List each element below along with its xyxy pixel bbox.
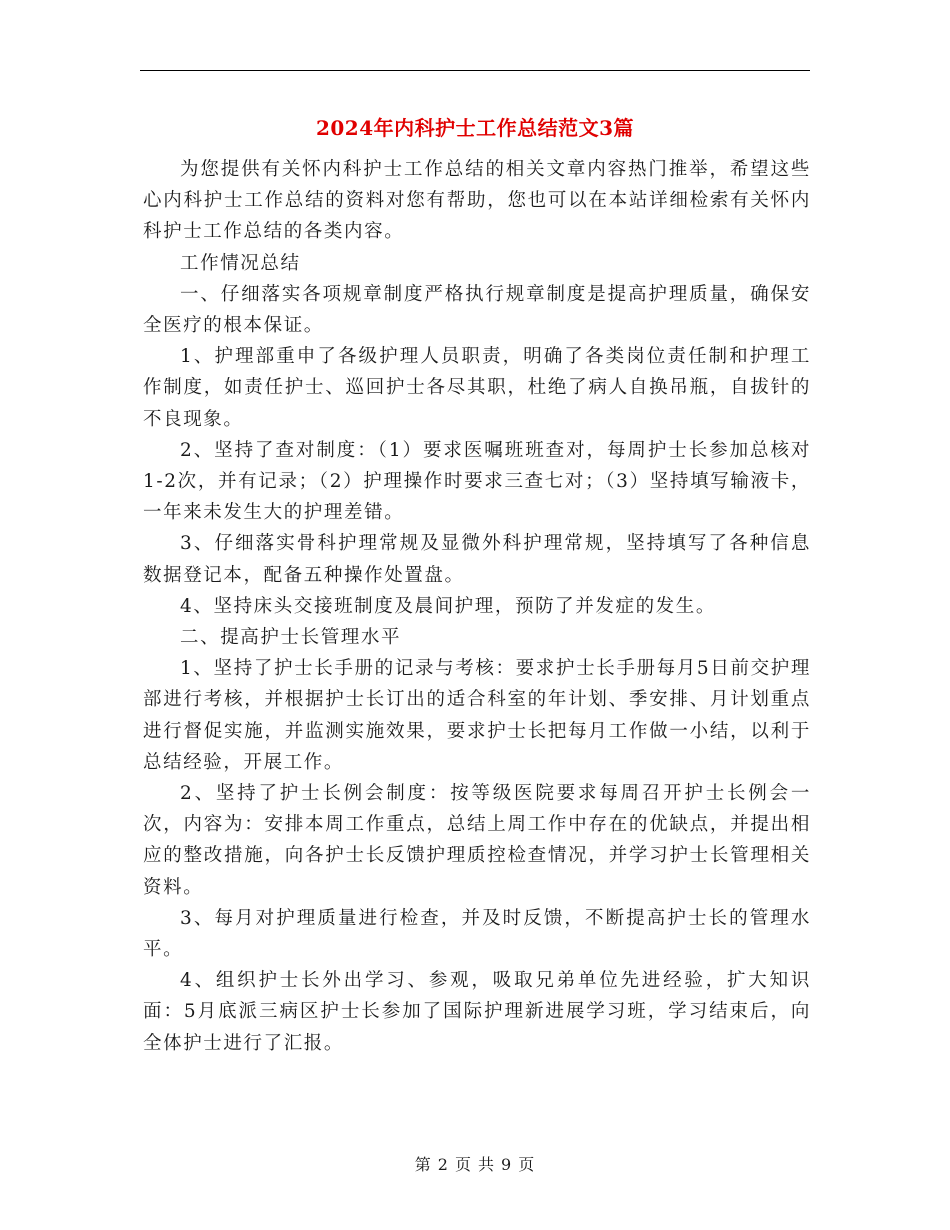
document-body xyxy=(143,154,811,1059)
paragraph-rules-item-4: 4、坚持床头交接班制度及晨间护理，预防了并发症的发生。 xyxy=(180,595,716,617)
footer-page-unit: 页 xyxy=(454,1155,472,1174)
intro-paragraph: 为您提供有关怀内科护士工作总结的相关文章内容热门推举，希望这些心内科护士工作总结的资料对您有帮助，您也可以在本站详细检索有关怀内科护士工作总结的各类内容。 xyxy=(143,159,811,243)
footer-current-page: 2 xyxy=(437,1155,449,1174)
paragraph-management-item-2: 2、坚持了护士长例会制度：按等级医院要求每周召开护士长例会一次，内容为：安排本周工作重点，总结上周工作中存在的优缺点，并提出相应的整改措施，向各护士长反馈护理质控检查情况，并学习护士长管理相关资料。 xyxy=(143,783,811,898)
footer-total-label: 共 xyxy=(478,1155,496,1174)
document-title: 2024年内科护士工作总结范文3篇 xyxy=(315,116,635,140)
footer-total-pages: 9 xyxy=(501,1155,513,1174)
footer-total-unit: 页 xyxy=(518,1155,536,1174)
paragraph-management-item-4: 4、组织护士长外出学习、参观，吸取兄弟单位先进经验，扩大知识面：5月底派三病区护士长参加了国际护理新进展学习班，学习结束后，向全体护士进行了汇报。 xyxy=(143,970,811,1054)
page-footer xyxy=(0,1154,950,1176)
footer-page-label: 第 xyxy=(414,1155,432,1174)
header-rule xyxy=(140,70,810,71)
section-heading-management: 二、提高护士长管理水平 xyxy=(180,627,402,649)
paragraph-management-item-3: 3、每月对护理质量进行检查，并及时反馈，不断提高护士长的管理水平。 xyxy=(143,907,811,961)
section-heading-rules: 一、仔细落实各项规章制度严格执行规章制度是提高护理质量，确保安全医疗的根本保证。 xyxy=(143,283,811,337)
paragraph-rules-item-3: 3、仔细落实骨科护理常规及显微外科护理常规，坚持填写了各种信息数据登记本，配备五种操作处置盘。 xyxy=(143,533,811,586)
section-heading-work-summary: 工作情况总结 xyxy=(180,252,301,274)
paragraph-rules-item-1: 1、护理部重申了各级护理人员职责，明确了各类岗位责任制和护理工作制度，如责任护士、巡回护士各尽其职，杜绝了病人自换吊瓶，自拔针的不良现象。 xyxy=(143,346,811,430)
paragraph-management-item-1: 1、坚持了护士长手册的记录与考核：要求护士长手册每月5日前交护理部进行考核，并根据护士长订出的适合科室的年计划、季安排、月计划重点进行督促实施，并监测实施效果，要求护士长把每月工作做一小结，以利于总结经验，开展工作。 xyxy=(143,658,811,773)
paragraph-rules-item-2: 2、坚持了查对制度：（1）要求医嘱班班查对，每周护士长参加总核对1-2次，并有记录；（2）护理操作时要求三查七对；（3）坚持填写输液卡，一年来未发生大的护理差错。 xyxy=(143,439,811,524)
